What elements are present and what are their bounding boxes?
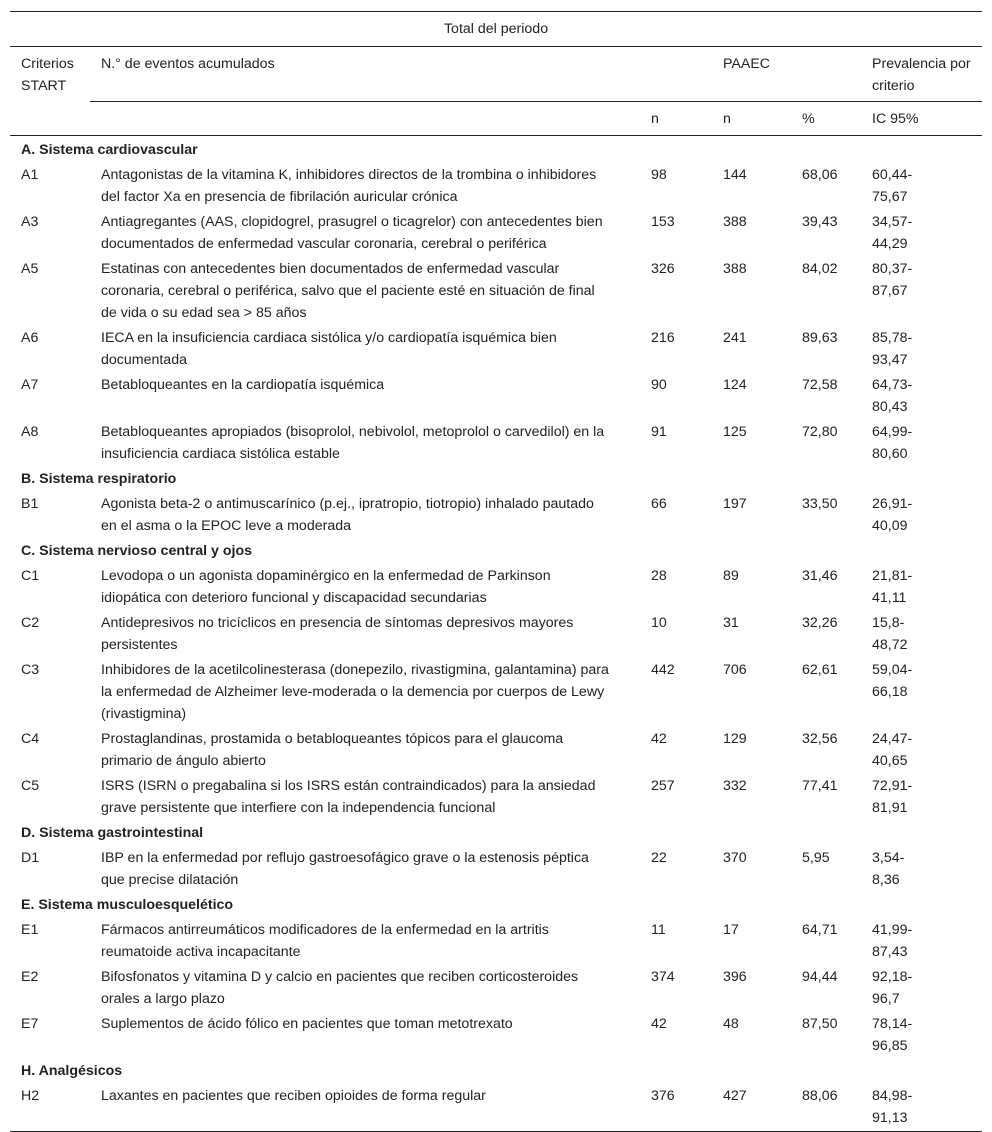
table-row [10, 161, 982, 208]
ci-95: 34,57-44,29 [872, 214, 913, 252]
section-title: B. Sistema respiratorio [21, 471, 177, 487]
events-n: 28 [651, 568, 667, 584]
header-empty [90, 102, 640, 136]
paaec-percent: 62,61 [802, 662, 838, 678]
criterion-description: IECA en la insuficiencia cardiaca sistólica y/o cardiopatía isquémica bien documentada [101, 330, 557, 368]
criterion-code: E2 [21, 969, 39, 985]
ci-95: 59,04-66,18 [872, 662, 913, 700]
paaec-n: 427 [712, 1082, 791, 1132]
criterion-code: C4 [21, 731, 40, 747]
paaec-percent: 77,41 [802, 778, 838, 794]
ci-95: 15,8-48,72 [872, 615, 908, 653]
criterion-description: Antiagregantes (AAS, clopidogrel, prasugrel o ticagrelor) con antecedentes bien documentados de enfermedad vascular coronaria, cerebral o periférica [101, 214, 603, 252]
criterion-description: ISRS (ISRN o pregabalina si los ISRS están contraindicados) para la ansiedad grave persistente que interfiere con la independencia funcional [101, 778, 596, 816]
table-body [10, 136, 982, 1132]
events-n: 11 [651, 922, 666, 938]
paaec-n: 48 [723, 1016, 739, 1032]
header-n-paaec: n [712, 102, 791, 136]
paaec-n: 124 [723, 377, 747, 393]
criterion-code: C2 [21, 615, 40, 631]
criterion-description: Inhibidores de la acetilcolinesterasa (donepezilo, rivastigmina, galantamina) para la enfermedad de Alzheimer leve-moderada o la demencia por cuerpos de Lewy (rivastigmina) [101, 662, 609, 722]
criterion-code: D1 [21, 850, 40, 866]
section-header [10, 891, 982, 916]
criterion-code: H2 [10, 1082, 90, 1132]
criterion-description: Agonista beta-2 o antimuscarínico (p.ej., ipratropio, tiotropio) inhalado pautado en el asma o la EPOC leve a moderada [101, 496, 594, 534]
criterion-code: A5 [21, 261, 39, 277]
events-n: 42 [651, 1016, 667, 1032]
paaec-percent: 68,06 [802, 167, 838, 183]
criterion-code: A6 [21, 330, 39, 346]
table-row [10, 324, 982, 371]
header-criterios: Criterios START [10, 47, 90, 136]
paaec-percent: 5,95 [802, 850, 830, 866]
header-percent: % [791, 102, 861, 136]
table-row [10, 1010, 982, 1057]
criterion-description: Estatinas con antecedentes bien documentados de enfermedad vascular coronaria, cerebral o periférica, salvo que el paciente esté en situación de final de vida o su edad sea > 85 años [101, 261, 595, 321]
events-n: 216 [651, 330, 675, 346]
paaec-percent: 32,26 [802, 615, 838, 631]
paaec-percent: 72,58 [802, 377, 838, 393]
paaec-percent: 31,46 [802, 568, 838, 584]
paaec-n: 706 [723, 662, 747, 678]
paaec-n: 388 [723, 261, 747, 277]
criterion-description: IBP en la enfermedad por reflujo gastroesofágico grave o la estenosis péptica que precise dilatación [101, 850, 589, 888]
section-title: H. Analgésicos [21, 1063, 123, 1079]
criterion-description: Prostaglandinas, prostamida o betabloqueantes tópicos para el glaucoma primario de ángulo abierto [101, 731, 564, 769]
criterion-description: Levodopa o un agonista dopaminérgico en la enfermedad de Parkinson idiopática con deterioro funcional y discapacidad secundarias [101, 568, 551, 606]
table-row [10, 255, 982, 324]
criterion-code: E1 [21, 922, 39, 938]
criterion-description: Fármacos antirreumáticos modificadores de la enfermedad en la artritis reumatoide activa incapacitante [101, 922, 549, 960]
events-n: 22 [651, 850, 667, 866]
section-title: C. Sistema nervioso central y ojos [21, 543, 253, 559]
table-title: Total del periodo [10, 12, 982, 47]
criterion-code: C3 [21, 662, 40, 678]
events-n: 10 [651, 615, 667, 631]
events-n: 91 [651, 424, 667, 440]
ci-95: 64,99-80,60 [872, 424, 913, 462]
ci-95: 85,78-93,47 [872, 330, 913, 368]
section-title: D. Sistema gastrointestinal [21, 825, 204, 841]
ci-95: 24,47-40,65 [872, 731, 913, 769]
events-n: 326 [651, 261, 675, 277]
table-row [10, 916, 982, 963]
ci-95: 64,73-80,43 [872, 377, 913, 415]
paaec-n: 197 [723, 496, 747, 512]
table-row [10, 371, 982, 418]
paaec-n: 144 [723, 167, 747, 183]
table-row [10, 725, 982, 772]
paaec-n: 125 [723, 424, 747, 440]
table-row [10, 1082, 982, 1132]
header-ic95: IC 95% [861, 102, 982, 136]
criterion-code: A1 [21, 167, 39, 183]
criterion-code: A7 [21, 377, 39, 393]
criterion-code: C5 [21, 778, 40, 794]
criterion-code: E7 [21, 1016, 39, 1032]
ci-95: 41,99-87,43 [872, 922, 913, 960]
criterion-description: Betabloqueantes apropiados (bisoprolol, nebivolol, metoprolol o carvedilol) en la insuficiencia cardiaca sistólica estable [101, 424, 605, 462]
paaec-n: 17 [723, 922, 739, 938]
section-title: A. Sistema cardiovascular [21, 142, 198, 158]
header-eventos: N.° de eventos acumulados [90, 47, 712, 102]
events-n: 153 [651, 214, 675, 230]
criterion-description: Betabloqueantes en la cardiopatía isquémica [101, 377, 385, 393]
paaec-percent: 88,06 [791, 1082, 861, 1132]
ci-95: 92,18-96,7 [872, 969, 913, 1007]
paaec-n: 31 [723, 615, 739, 631]
events-n: 257 [651, 778, 675, 794]
ci-95: 84,98-91,13 [861, 1082, 982, 1132]
paaec-percent: 64,71 [802, 922, 838, 938]
section-header [10, 537, 982, 562]
criterion-code: A8 [21, 424, 39, 440]
events-n: 376 [640, 1082, 712, 1132]
table-row [10, 772, 982, 819]
header-paaec: PAAEC [712, 47, 861, 102]
paaec-n: 241 [723, 330, 747, 346]
criterion-description: Laxantes en pacientes que reciben opioides de forma regular [90, 1082, 640, 1132]
paaec-n: 388 [723, 214, 747, 230]
paaec-percent: 32,56 [802, 731, 838, 747]
paaec-percent: 84,02 [802, 261, 838, 277]
paaec-n: 89 [723, 568, 739, 584]
table-row [10, 656, 982, 725]
ci-95: 78,14-96,85 [872, 1016, 913, 1054]
paaec-percent: 87,50 [802, 1016, 838, 1032]
table-row [10, 418, 982, 465]
table-row [10, 562, 982, 609]
table-row [10, 490, 982, 537]
criterion-code: C1 [21, 568, 40, 584]
section-header [10, 819, 982, 844]
criterion-description: Antagonistas de la vitamina K, inhibidores directos de la trombina o inhibidores del factor Xa en presencia de fibrilación auricular crónica [101, 167, 597, 205]
table-row [10, 844, 982, 891]
start-criteria-table [10, 11, 982, 1132]
criterion-code: A3 [21, 214, 39, 230]
criterion-code: B1 [21, 496, 39, 512]
table-row [10, 963, 982, 1010]
table-row [10, 609, 982, 656]
ci-95: 21,81-41,11 [872, 568, 913, 606]
events-n: 90 [651, 377, 667, 393]
section-header [10, 465, 982, 490]
criterion-description: Antidepresivos no tricíclicos en presencia de síntomas depresivos mayores persistentes [101, 615, 574, 653]
section-header [10, 1057, 982, 1082]
events-n: 42 [651, 731, 667, 747]
ci-95: 26,91-40,09 [872, 496, 913, 534]
ci-95: 60,44-75,67 [872, 167, 913, 205]
table-row [10, 208, 982, 255]
paaec-percent: 72,80 [802, 424, 838, 440]
paaec-percent: 94,44 [802, 969, 838, 985]
events-n: 66 [651, 496, 667, 512]
criterion-description: Suplementos de ácido fólico en pacientes que toman metotrexato [101, 1016, 513, 1032]
paaec-percent: 89,63 [802, 330, 838, 346]
header-prevalencia: Prevalencia por criterio [861, 47, 982, 102]
section-title: E. Sistema musculoesquelético [21, 897, 234, 913]
paaec-n: 332 [723, 778, 747, 794]
ci-95: 80,37-87,67 [872, 261, 913, 299]
paaec-n: 129 [723, 731, 747, 747]
events-n: 374 [651, 969, 675, 985]
header-n-eventos: n [640, 102, 712, 136]
section-header [10, 136, 982, 162]
paaec-n: 396 [723, 969, 747, 985]
paaec-percent: 39,43 [802, 214, 838, 230]
events-n: 442 [651, 662, 675, 678]
criterion-description: Bifosfonatos y vitamina D y calcio en pacientes que reciben corticosteroides orales a largo plazo [101, 969, 579, 1007]
ci-95: 3,54-8,36 [872, 850, 905, 888]
events-n: 98 [651, 167, 667, 183]
ci-95: 72,91-81,91 [872, 778, 913, 816]
paaec-n: 370 [723, 850, 747, 866]
paaec-percent: 33,50 [802, 496, 838, 512]
